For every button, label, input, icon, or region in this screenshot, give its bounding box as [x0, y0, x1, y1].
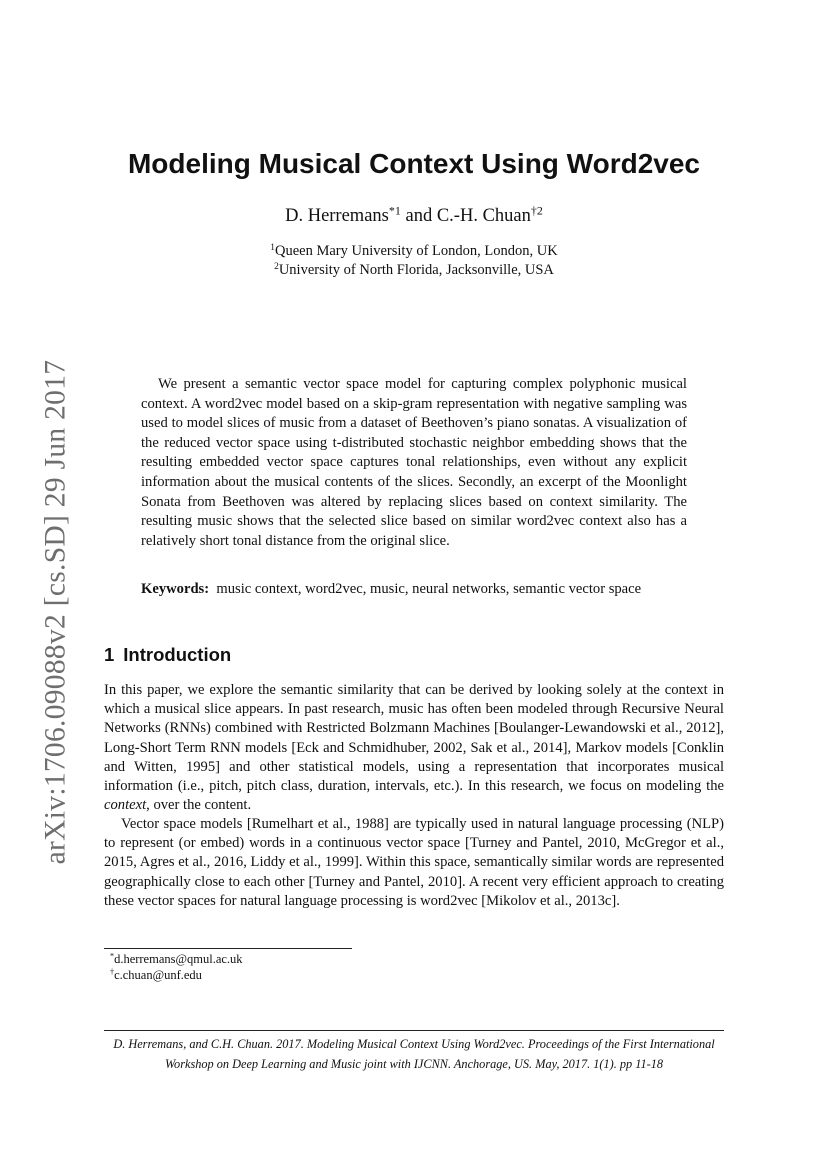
footnote [110, 952, 243, 967]
author-affiliation-mark: *1 [388, 203, 401, 218]
author-joiner: and [400, 206, 437, 226]
section-heading [104, 644, 231, 666]
section-title: Introduction [123, 644, 232, 665]
footnote-email: c.chuan@unf.edu [114, 968, 202, 982]
author-name: C.-H. Chuan [436, 206, 531, 226]
footnote-rule [104, 948, 352, 949]
abstract: We present a semantic vector space model for capturing complex polyphonic musical context. A word2vec model based on a skip-gram representation with negative sampling was used to model slices of music from a dataset of Beethoven’s piano sonatas. A visualization of the reduced vector space using t-distributed stochastic neighbor embedding shows that the resulting embedded vector space captures tonal relationships, even without any explicit information about the musical contents of the slices. Secondly, an excerpt of the Moonlight Sonata from Beethoven was altered by replacing slices based on context similarity. The resulting music shows that the selected slice based on similar word2vec context also has a relatively short tonal distance from the original slice. [141, 376, 687, 549]
intro-paragraph-1 [104, 681, 724, 815]
section-number: 1 [104, 644, 115, 665]
affiliation [0, 262, 828, 279]
paper-title: Modeling Musical Context Using Word2vec [127, 148, 700, 179]
keywords-list: music context, word2vec, music, neural networks, semantic vector space [216, 581, 642, 597]
footnote-mark: * [110, 951, 115, 961]
arxiv-identifier: arXiv:1706.09088v2 [cs.SD] 29 Jun 2017 [39, 359, 72, 865]
author-affiliation-mark: †2 [530, 203, 543, 218]
affiliation [0, 243, 828, 260]
author-name: D. Herremans [285, 206, 389, 226]
affiliation-number: 1 [270, 242, 275, 253]
affiliation-number: 2 [274, 261, 279, 272]
affiliation-text: Queen Mary University of London, London, UK [275, 243, 558, 259]
intro-text-end: , over the content. [146, 797, 252, 814]
footnote-email: d.herremans@qmul.ac.uk [114, 952, 243, 966]
citation-rule [104, 1030, 724, 1031]
keywords [141, 580, 687, 600]
intro-text: In this paper, we explore the semantic similarity that can be derived by looking solely at the context in which a musical slice appears. In past research, music has often been modeled through Recursive Neural Networks (RNNs) combined with Restricted Bolzmann Machines [Boulanger-Lewandowski et al., 2012], Long-Short Term RNN models [Eck and Schmidhuber, 2002, Sak et al., 2014], Markov models [Conklin and Witten, 1995] and other statistical models, using a representation that incorporates musical information (i.e., pitch, pitch class, duration, intervals, etc.). In this research, we focus on modeling the [104, 682, 724, 795]
emphasis-context: context [104, 797, 147, 814]
affiliation-text: University of North Florida, Jacksonville, USA [278, 262, 554, 278]
author-line [0, 203, 828, 227]
keywords-label: Keywords: [141, 581, 210, 597]
footnote-mark: † [110, 967, 115, 977]
footnote [110, 968, 202, 983]
citation-notice: D. Herremans, and C.H. Chuan. 2017. Modeling Musical Context Using Word2vec. Proceedings of the First International Workshop on Deep Learning and Music joint with IJCNN. Anchorage, US. May, 2017. 1(1). pp 11-18 [113, 1037, 715, 1071]
intro-paragraph-2: Vector space models [Rumelhart et al., 1988] are typically used in natural language processing (NLP) to represent (or embed) words in a continuous vector space [Turney and Pantel, 2010, McGregor et al., 2015, Agres et al., 2016, Liddy et al., 1999]. Within this space, semantically similar words are represented geographically close to each other [Turney and Pantel, 2010]. A recent very efficient approach to creating these vector spaces for natural language processing is word2vec [Mikolov et al., 2013c]. [104, 816, 724, 909]
